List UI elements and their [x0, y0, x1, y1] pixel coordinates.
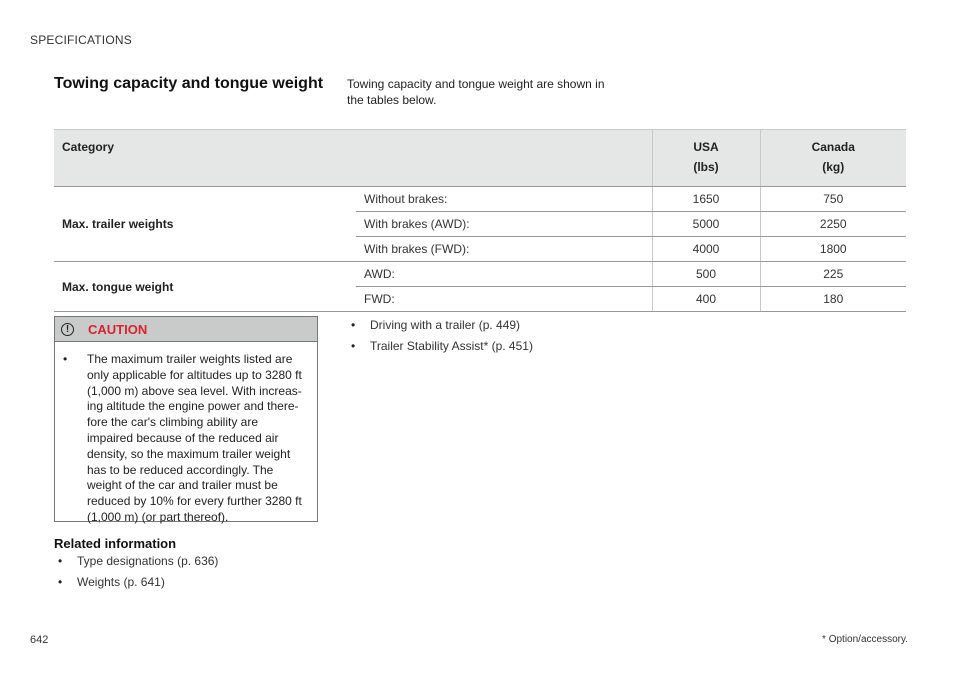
header-canada-unit: (kg) [822, 160, 845, 174]
link-type-designations[interactable]: Type designations (p. 636) [77, 554, 219, 568]
value-canada: 2250 [760, 212, 906, 237]
row-header-max-trailer-weights: Max. trailer weights [54, 187, 356, 262]
table-row [54, 262, 906, 287]
value-canada: 180 [760, 287, 906, 312]
related-information-title: Related information [54, 536, 177, 551]
link-weights[interactable]: Weights (p. 641) [77, 575, 165, 589]
caution-header [55, 317, 317, 342]
link-trailer-stability-assist[interactable]: Trailer Stability Assist* (p. 451) [370, 339, 533, 353]
caution-title: CAUTION [88, 321, 148, 337]
row-header-max-tongue-weight: Max. tongue weight [54, 262, 356, 312]
row-sublabel: AWD: [356, 262, 652, 287]
value-usa: 4000 [652, 237, 760, 262]
bullet-icon: • [351, 339, 356, 353]
value-canada: 1800 [760, 237, 906, 262]
page-heading: Towing capacity and tongue weight [54, 75, 324, 92]
value-canada: 750 [760, 187, 906, 212]
header-canada-label: Canada [811, 140, 855, 154]
value-canada: 225 [760, 262, 906, 287]
footnote: * Option/accessory. [822, 634, 908, 645]
towing-capacity-table [54, 129, 906, 312]
bullet-icon: • [58, 575, 63, 589]
row-sublabel: With brakes (FWD): [356, 237, 652, 262]
header-usa-unit: (lbs) [693, 160, 719, 174]
page-number: 642 [30, 634, 49, 646]
bullet-icon: • [351, 318, 356, 332]
table-header-row [54, 130, 906, 187]
warning-icon: ! [61, 323, 74, 336]
table-row [54, 187, 906, 212]
header-canada [760, 130, 906, 187]
row-sublabel: FWD: [356, 287, 652, 312]
link-driving-with-trailer[interactable]: Driving with a trailer (p. 449) [370, 318, 521, 332]
value-usa: 1650 [652, 187, 760, 212]
header-usa-label: USA [693, 140, 719, 154]
bullet-icon: • [63, 352, 68, 366]
header-usa [652, 130, 760, 187]
header-category: Category [54, 130, 652, 187]
bullet-icon: • [58, 554, 63, 568]
value-usa: 500 [652, 262, 760, 287]
caution-text: The maximum trailer weights listed are only applicable for altitudes up to 3280 ft (1,000 m) above sea level. With increas-ing altitude the engine power and there-fore the car's climbing ability are impaired because of the reduced air density, so the maximum trailer weight has to be reduced accordingly. The weight of the car and trailer must be reduced by 10% for every further 3280 ft (1,000 m) (or part thereof). [87, 352, 302, 524]
caution-body [55, 342, 317, 526]
caution-box [54, 316, 318, 522]
section-title: SPECIFICATIONS [30, 33, 132, 47]
row-sublabel: Without brakes: [356, 187, 652, 212]
row-sublabel: With brakes (AWD): [356, 212, 652, 237]
intro-text: Towing capacity and tongue weight are shown in the tables below. [347, 77, 605, 107]
value-usa: 5000 [652, 212, 760, 237]
value-usa: 400 [652, 287, 760, 312]
